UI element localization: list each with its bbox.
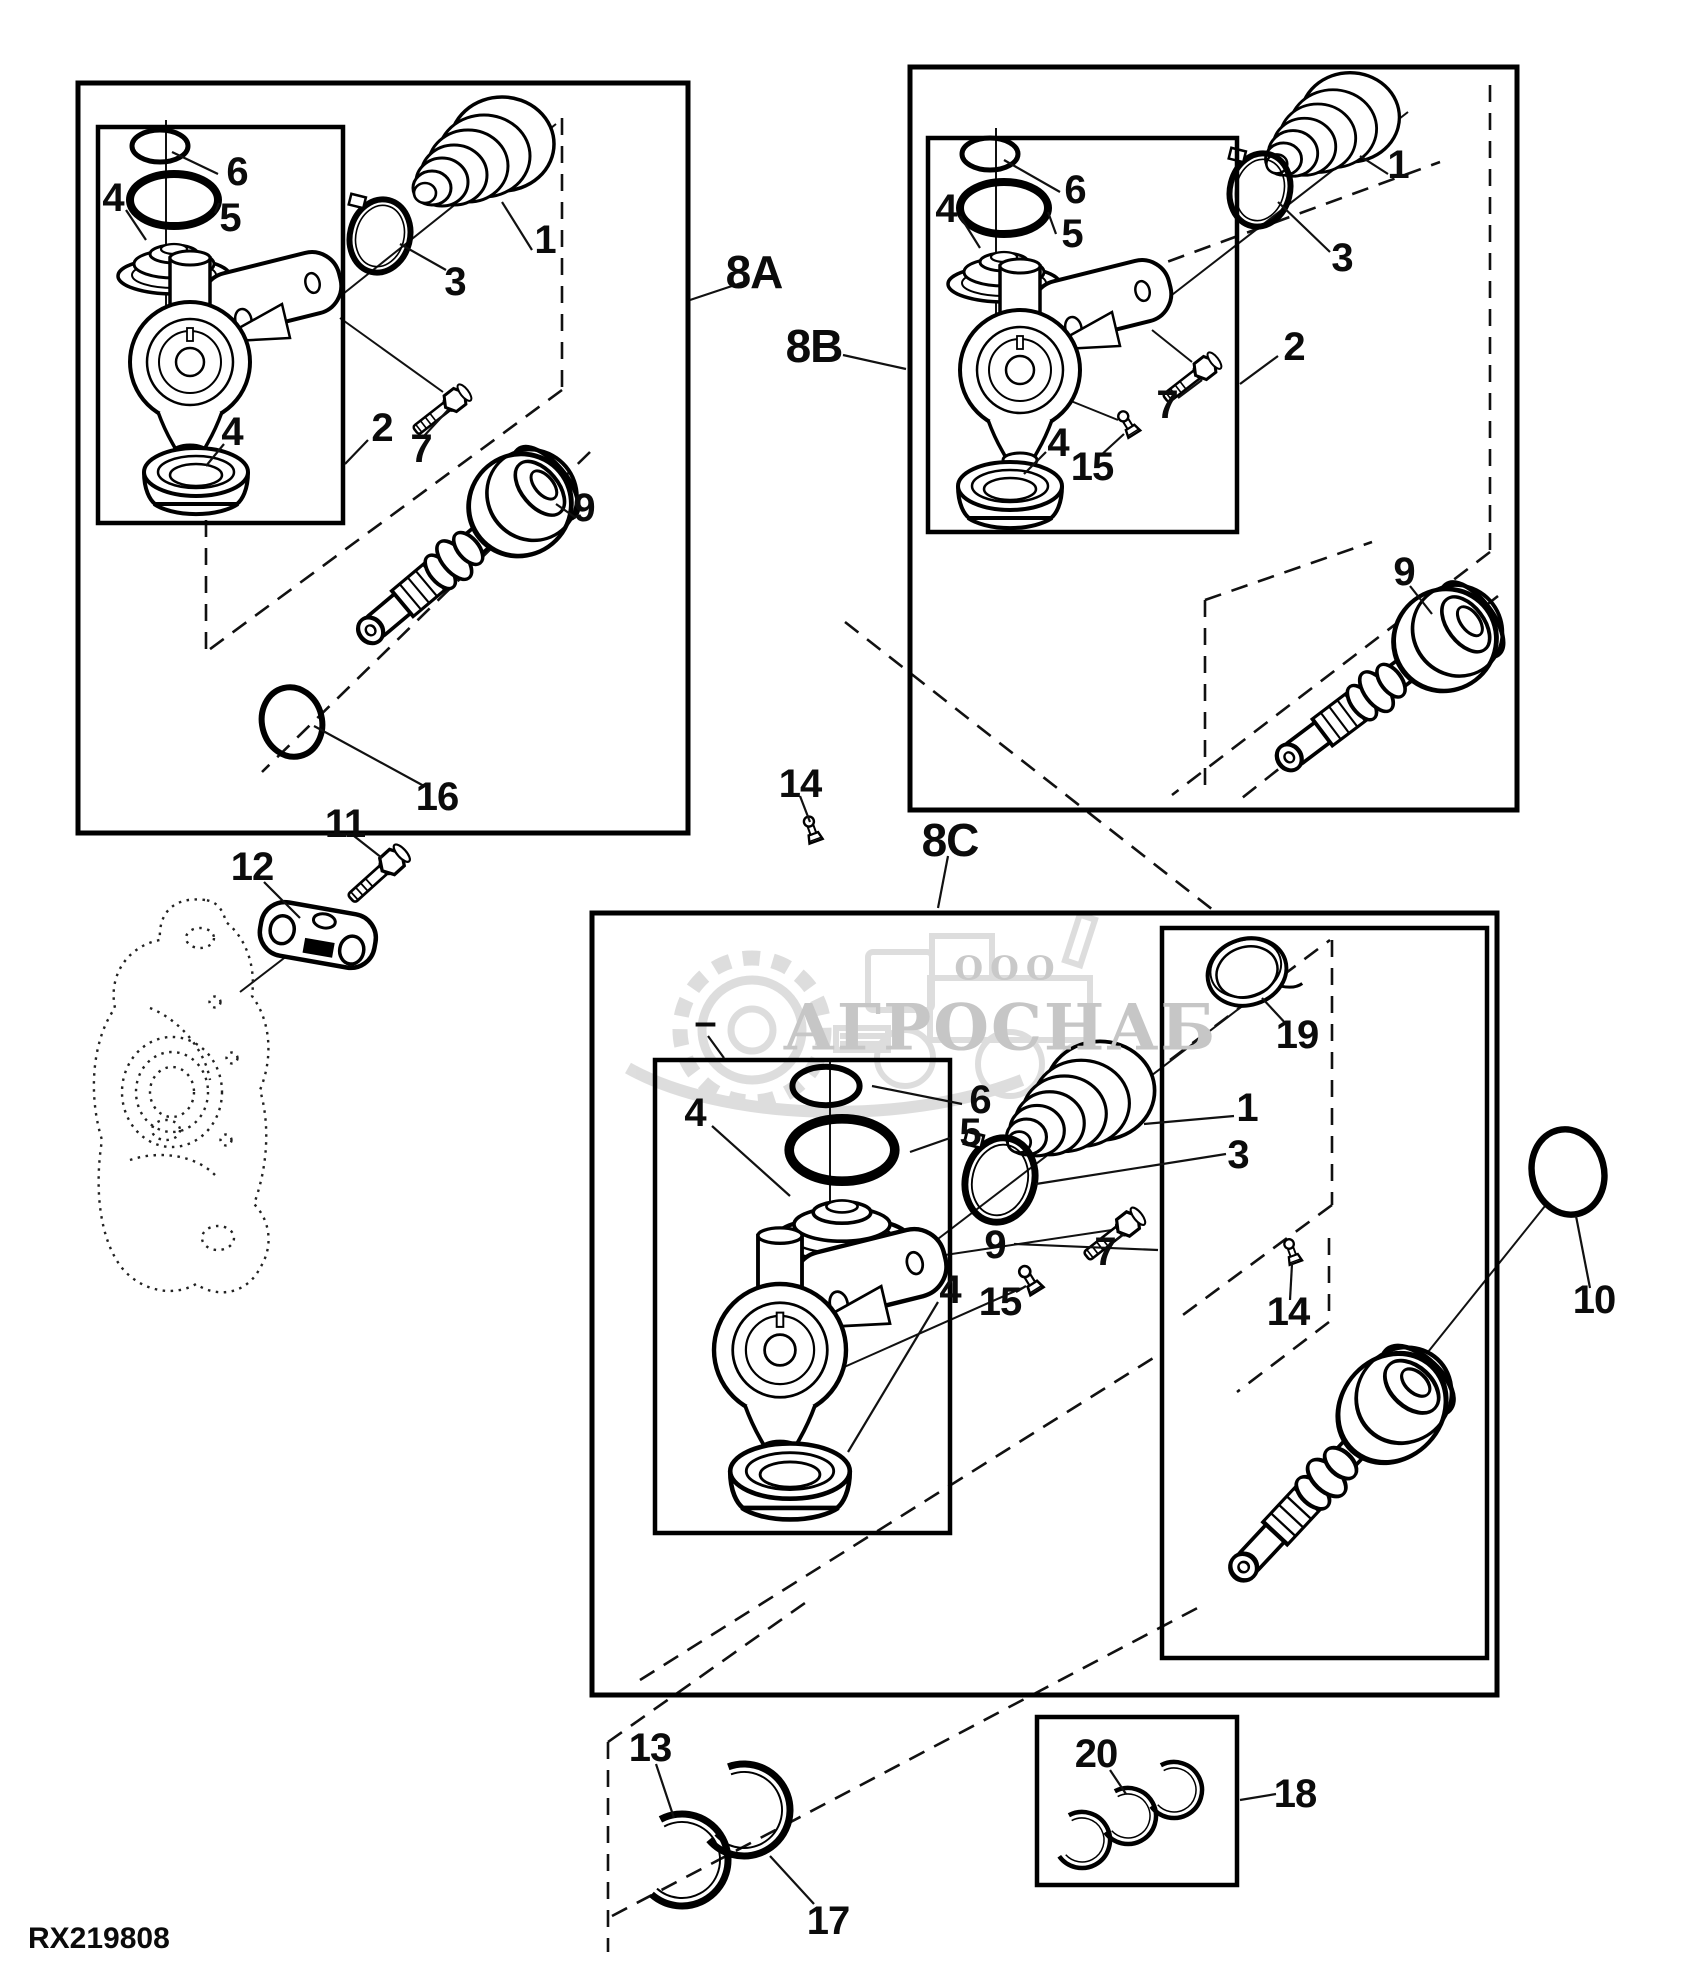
callout-1-a: 1	[534, 218, 556, 262]
callout-7-b: 7	[1156, 383, 1178, 427]
callout-3-c: 3	[1227, 1133, 1249, 1177]
part-grease-fitting-14-b	[801, 814, 823, 843]
part-oring-16-a	[254, 681, 329, 763]
callout-7-a: 7	[410, 427, 432, 471]
part-oring-5-c	[789, 1119, 895, 1181]
callout-9-b: 9	[1393, 550, 1415, 594]
callout-5-c: 5	[959, 1111, 981, 1155]
callout-20-c: 20	[1074, 1732, 1118, 1776]
part-boot-1-b	[1265, 73, 1399, 177]
part-cv-joint-9-a	[329, 428, 598, 677]
callout-2-a: 2	[371, 406, 393, 450]
section-label-8a: 8A	[725, 246, 783, 298]
callout-14-b: 14	[778, 762, 822, 806]
callout-4-lower-c: 4	[939, 1268, 961, 1312]
callout-10-c: 10	[1572, 1278, 1616, 1322]
part-oring-5-b	[960, 182, 1048, 234]
part-clamp-block-12	[256, 898, 380, 971]
section-label-8b: 8B	[785, 320, 843, 372]
part-snap-ring-17	[674, 1740, 815, 1881]
part-grease-fitting-14-c	[1281, 1237, 1302, 1265]
box-rings-18	[1037, 1717, 1237, 1885]
part-cv-joint-9-c	[1198, 1325, 1474, 1611]
part-boot-1-a	[413, 97, 554, 206]
callout-4-lower-b: 4	[1047, 421, 1069, 465]
part-seal-4-lower-a	[144, 448, 248, 514]
part-clamp-3-a	[334, 191, 418, 279]
part-oring-10	[1523, 1122, 1614, 1223]
part-tie-rod-end-c	[714, 1223, 953, 1468]
watermark-name: АГРОСНАБ	[782, 990, 1218, 1066]
callout-4-upper-a: 4	[102, 176, 124, 220]
part-snap-ring-20-3	[1136, 1752, 1212, 1828]
callout-6-a: 6	[226, 150, 248, 194]
callout-16-a: 16	[415, 775, 459, 819]
callout-11: 11	[324, 802, 366, 846]
part-grease-fitting-15-b	[1115, 408, 1141, 437]
callout-2-b: 2	[1283, 325, 1305, 369]
callout-7-c: 7	[1094, 1230, 1116, 1274]
callout-4-upper-b: 4	[935, 187, 957, 231]
callout-9-a: 9	[573, 486, 595, 530]
part-oring-6-b	[962, 138, 1018, 170]
callout-14-c: 14	[1266, 1290, 1310, 1334]
callout-1-c: 1	[1236, 1086, 1258, 1130]
callout-6-c: 6	[969, 1078, 991, 1122]
part-seal-4-lower-b	[958, 462, 1062, 528]
callout-dash-c: –	[694, 1000, 716, 1044]
callout-3-a: 3	[444, 260, 466, 304]
callout-13-c: 13	[628, 1726, 672, 1770]
callout-9-c: 9	[984, 1223, 1006, 1267]
part-oring-6-a	[132, 130, 188, 162]
callout-1-b: 1	[1387, 143, 1409, 187]
part-seal-4-lower-c	[730, 1444, 850, 1520]
callout-4-lower-a: 4	[221, 410, 243, 454]
part-cv-joint-9-b	[1250, 564, 1523, 805]
callout-12: 12	[230, 845, 274, 889]
callout-5-a: 5	[219, 196, 241, 240]
part-snap-ring-20-1	[1044, 1802, 1120, 1878]
section-label-8c: 8C	[921, 814, 979, 866]
callout-18-c: 18	[1273, 1772, 1317, 1816]
callout-19-c: 19	[1275, 1013, 1319, 1057]
drawing-code: RX219808	[28, 1922, 170, 1955]
part-bolt-11	[344, 842, 413, 907]
part-oring-5-a	[130, 174, 218, 226]
callout-5-b: 5	[1061, 212, 1083, 256]
callout-4-upper-c: 4	[684, 1091, 706, 1135]
callout-6-b: 6	[1064, 168, 1086, 212]
callout-15-c: 15	[978, 1280, 1022, 1324]
callout-15-b: 15	[1070, 445, 1114, 489]
callout-17-c: 17	[806, 1899, 850, 1943]
part-snap-ring-20-2	[1090, 1778, 1166, 1854]
part-steering-knuckle	[94, 899, 269, 1292]
section-8a-parts	[118, 97, 598, 763]
callout-3-b: 3	[1331, 236, 1353, 280]
watermark-prefix: ООО	[954, 948, 1062, 988]
